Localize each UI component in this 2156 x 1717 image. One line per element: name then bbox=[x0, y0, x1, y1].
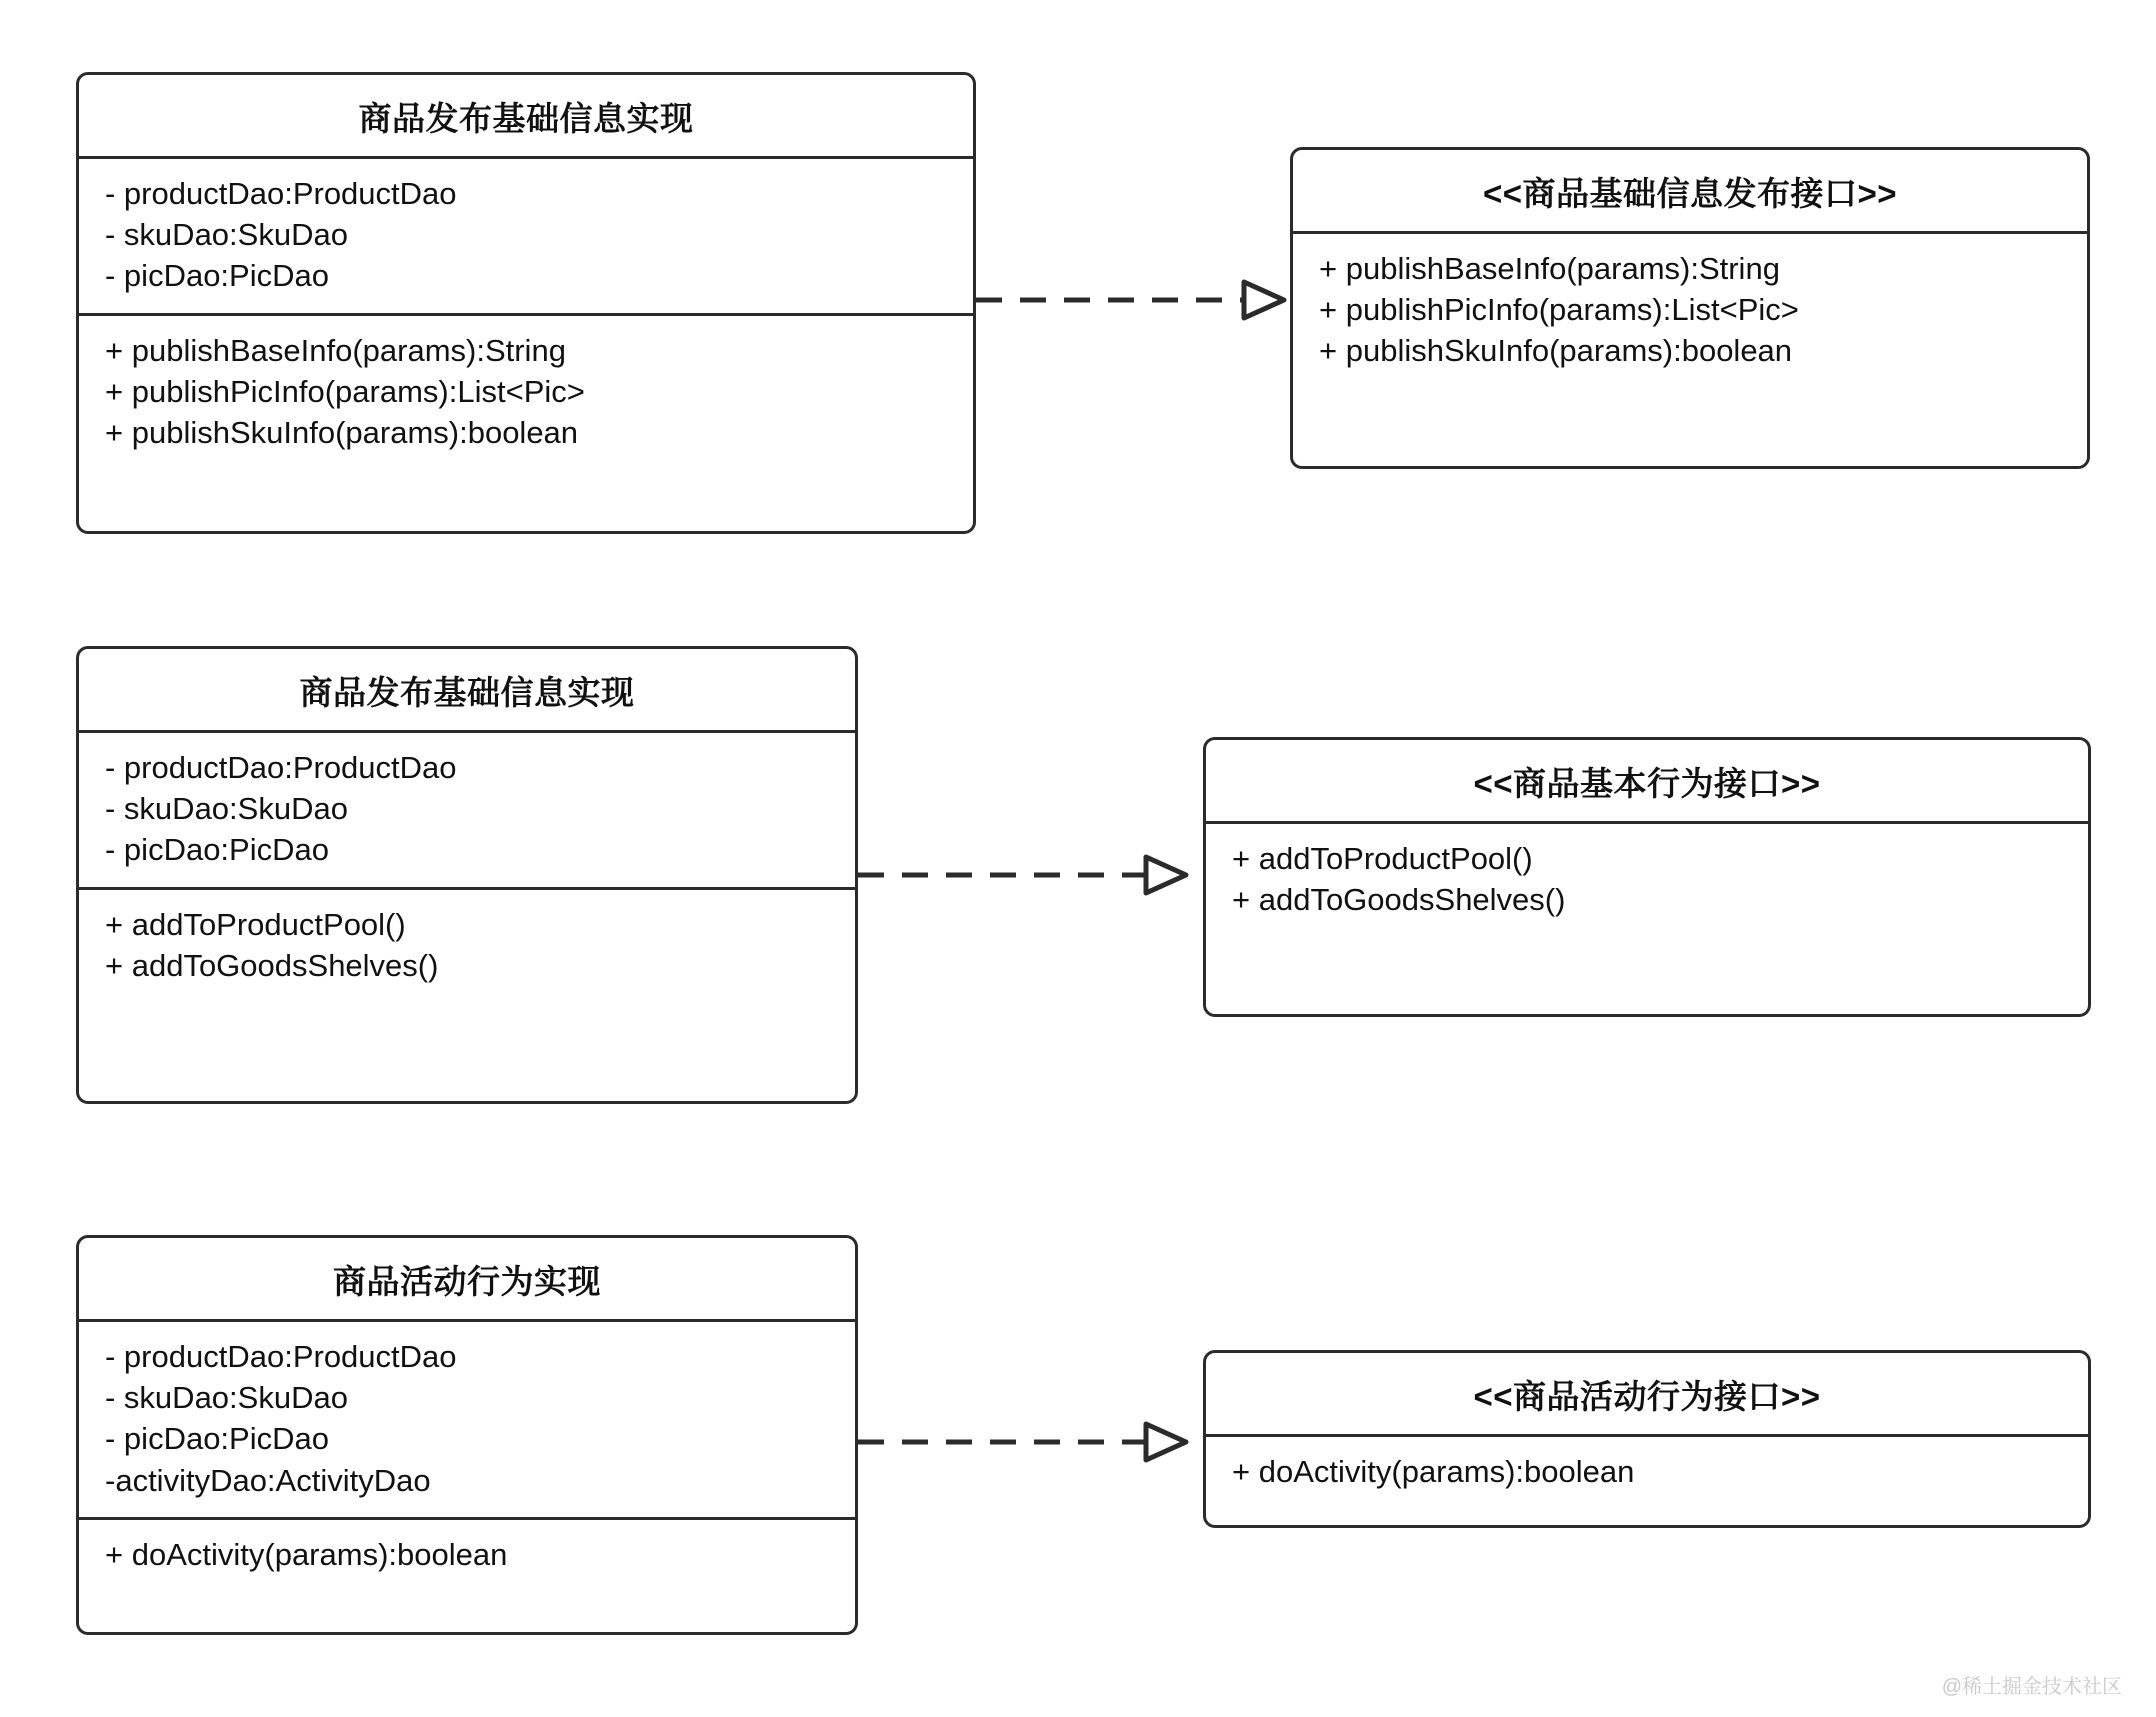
uml-interface-base-behavior[interactable] bbox=[1203, 737, 2091, 1017]
method-line: + addToProductPool() bbox=[1232, 841, 1533, 876]
interface-title: <<商品活动行为接口>> bbox=[1473, 1378, 1821, 1415]
uml-class-impl-base-behavior[interactable] bbox=[76, 646, 858, 1104]
attribute-line: - skuDao:SkuDao bbox=[105, 217, 348, 253]
methods-section bbox=[79, 1520, 855, 1591]
method-line: + addToGoodsShelves() bbox=[1232, 882, 1566, 918]
attribute-line: - productDao:ProductDao bbox=[105, 1339, 457, 1374]
relation-realization-3 bbox=[858, 1422, 1208, 1462]
methods-section bbox=[1206, 1437, 2088, 1508]
attribute-line: - skuDao:SkuDao bbox=[105, 1380, 348, 1416]
attributes-section bbox=[79, 159, 973, 313]
attribute-line: - picDao:PicDao bbox=[105, 1421, 329, 1457]
attribute-line: - picDao:PicDao bbox=[105, 258, 329, 294]
attribute-line: - skuDao:SkuDao bbox=[105, 791, 348, 827]
method-line: + publishPicInfo(params):List<Pic> bbox=[1319, 292, 1799, 328]
class-title: 商品发布基础信息实现 bbox=[358, 100, 694, 137]
attribute-line: - productDao:ProductDao bbox=[105, 176, 457, 211]
method-line: + doActivity(params):boolean bbox=[105, 1536, 508, 1572]
attribute-line: - productDao:ProductDao bbox=[105, 750, 457, 785]
method-line: + addToProductPool() bbox=[105, 906, 406, 942]
attribute-line: - picDao:PicDao bbox=[105, 832, 329, 868]
methods-section bbox=[1293, 234, 2087, 388]
interface-title: <<商品基本行为接口>> bbox=[1473, 765, 1821, 802]
methods-section bbox=[79, 890, 855, 1002]
uml-class-impl-base-info[interactable] bbox=[76, 72, 976, 534]
method-line: + publishSkuInfo(params):boolean bbox=[1319, 333, 1793, 369]
method-line: + publishSkuInfo(params):boolean bbox=[105, 415, 579, 451]
relation-realization-1 bbox=[976, 280, 1306, 320]
uml-class-impl-activity[interactable] bbox=[76, 1235, 858, 1635]
uml-interface-base-info[interactable] bbox=[1290, 147, 2090, 469]
class-title: 商品活动行为实现 bbox=[333, 1263, 601, 1300]
class-title: 商品发布基础信息实现 bbox=[299, 674, 635, 711]
attributes-section bbox=[79, 733, 855, 887]
interface-title: <<商品基础信息发布接口>> bbox=[1482, 175, 1898, 212]
method-line: + doActivity(params):boolean bbox=[1232, 1454, 1635, 1489]
method-line: + addToGoodsShelves() bbox=[105, 947, 439, 983]
relation-realization-2 bbox=[858, 855, 1208, 895]
attributes-section bbox=[79, 1322, 855, 1517]
attribute-line: -activityDao:ActivityDao bbox=[105, 1462, 431, 1498]
methods-section bbox=[79, 316, 973, 470]
uml-interface-activity[interactable] bbox=[1203, 1350, 2091, 1528]
method-line: + publishBaseInfo(params):String bbox=[1319, 251, 1780, 286]
methods-section bbox=[1206, 824, 2088, 936]
watermark: @稀土掘金技术社区 bbox=[1941, 1676, 2122, 1698]
method-line: + publishBaseInfo(params):String bbox=[105, 332, 566, 368]
method-line: + publishPicInfo(params):List<Pic> bbox=[105, 373, 585, 409]
